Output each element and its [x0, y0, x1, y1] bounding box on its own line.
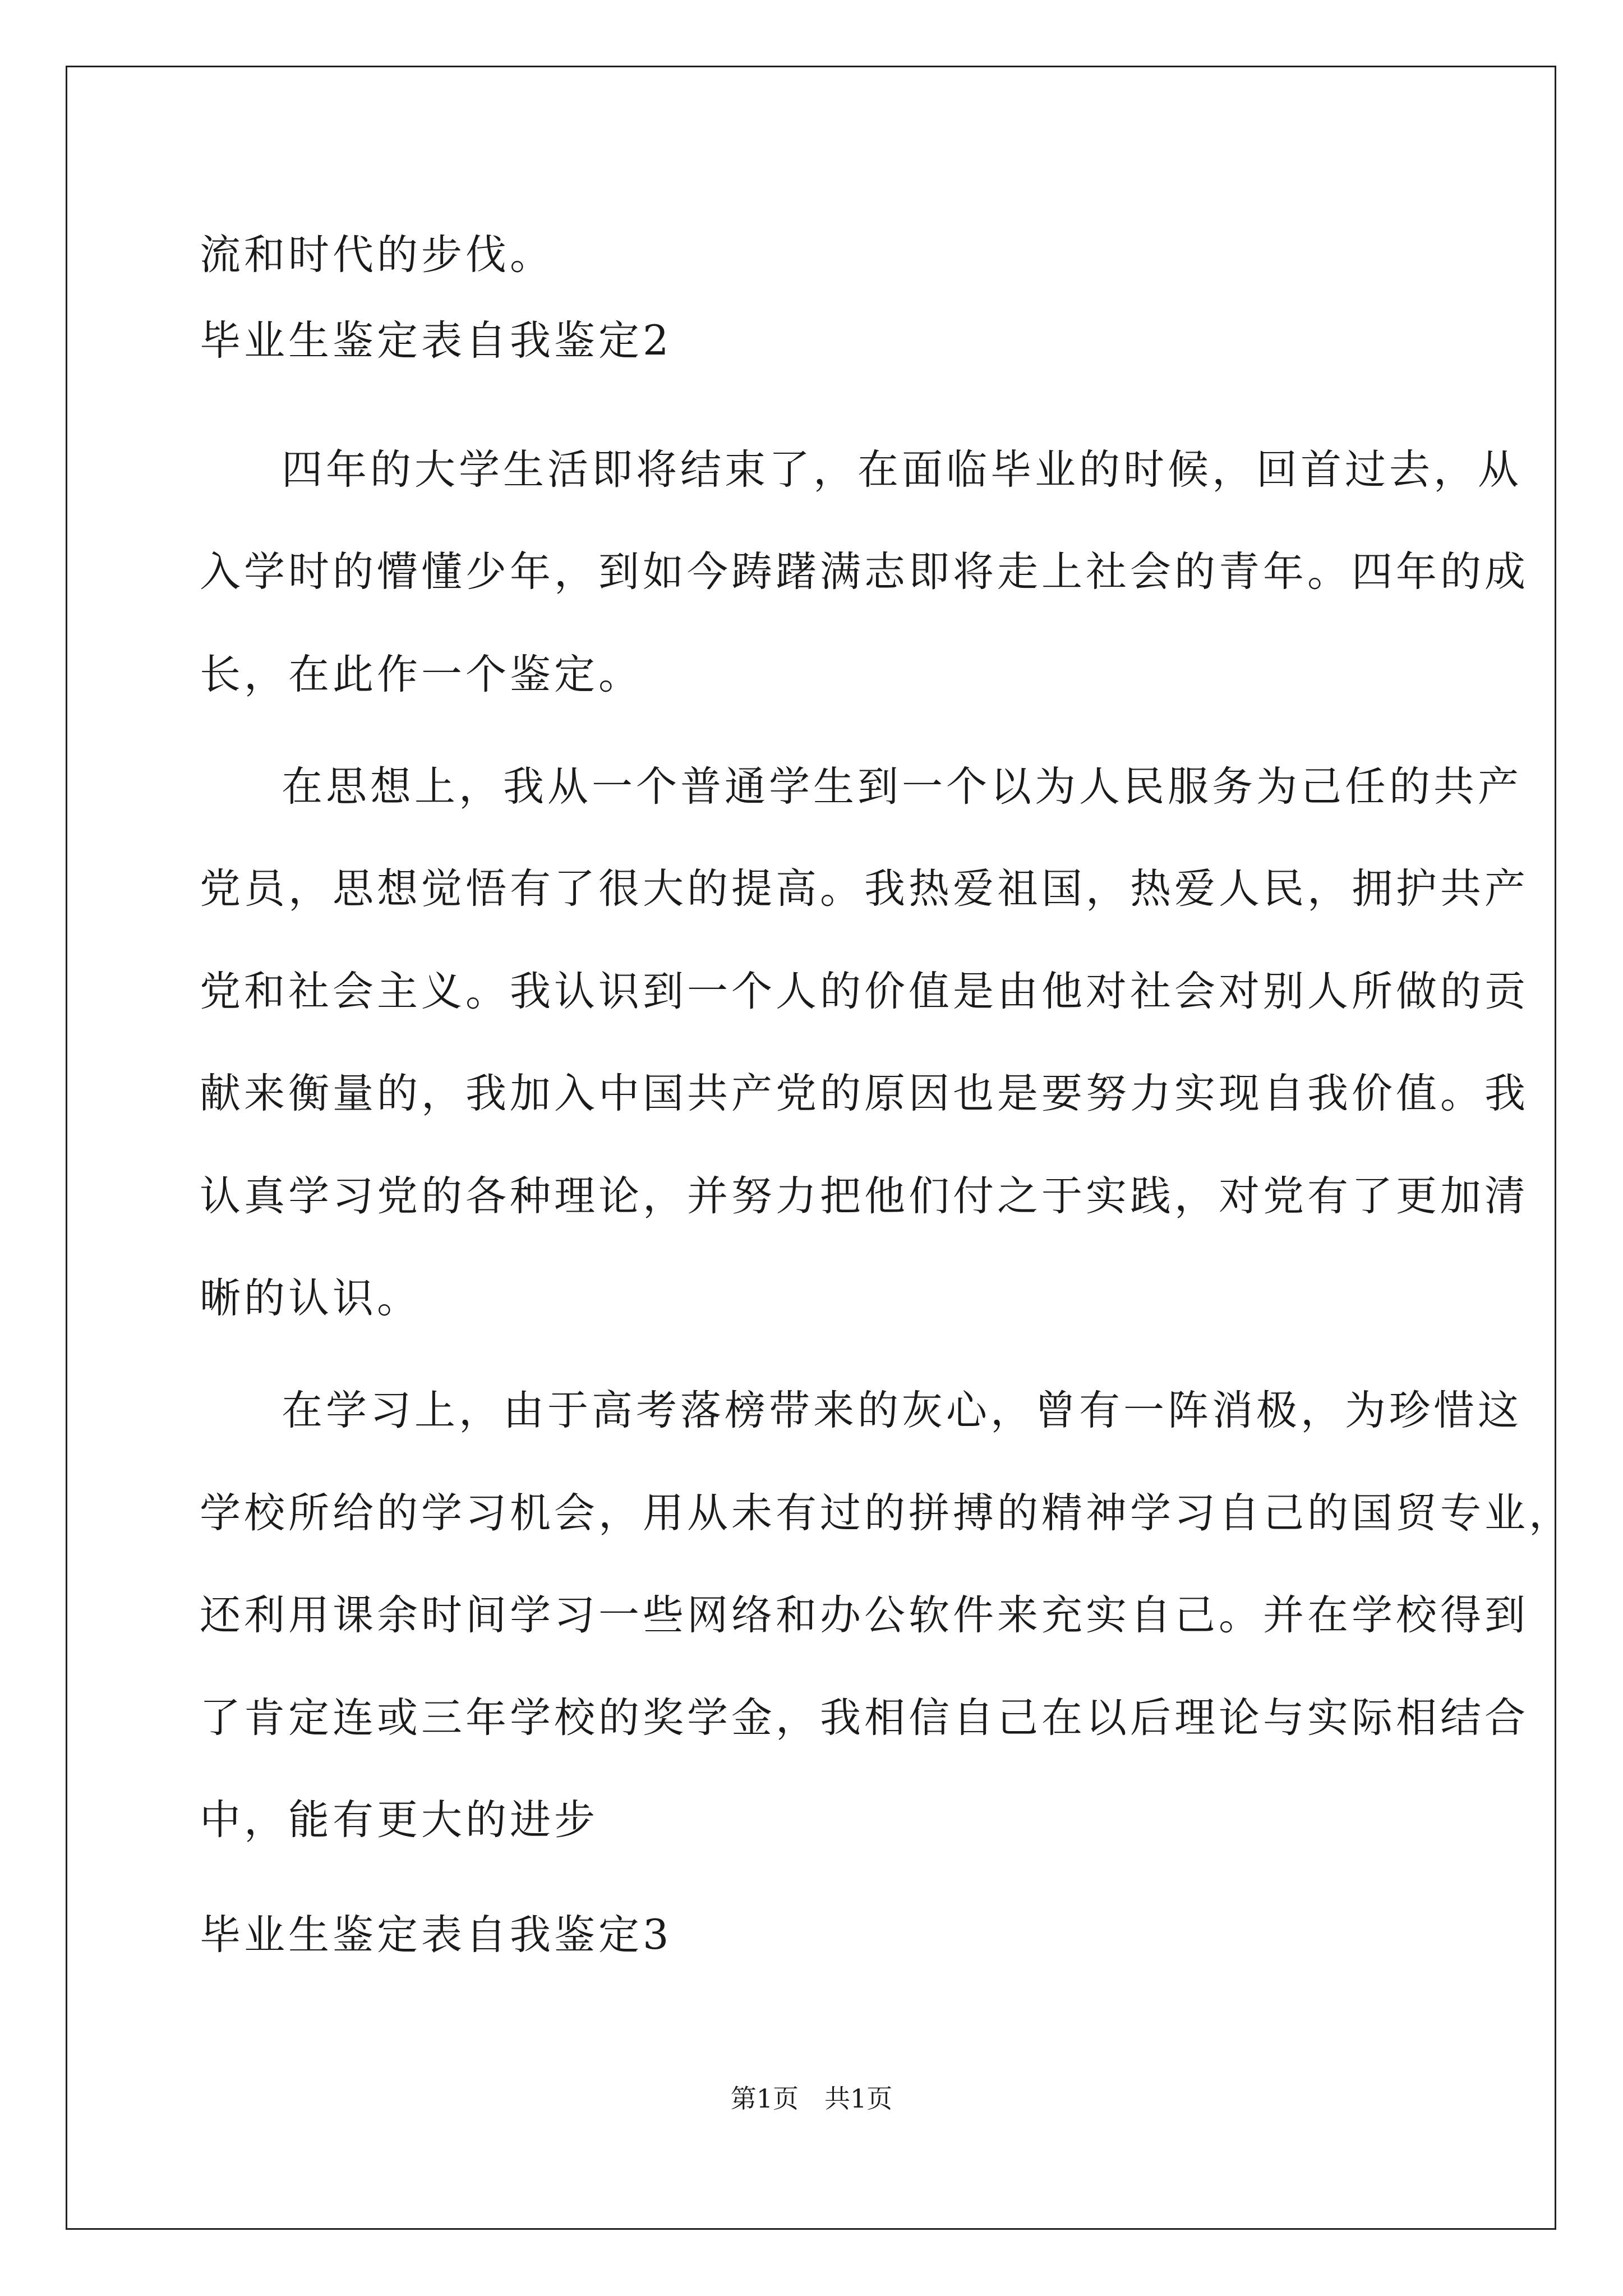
section-heading: 毕业生鉴定表自我鉴定3 — [200, 1911, 672, 1959]
page-frame — [66, 66, 1556, 2230]
text-line: 晰的认识。 — [200, 1274, 421, 1322]
section-heading: 毕业生鉴定表自我鉴定2 — [200, 317, 672, 365]
text-line: 中，能有更大的进步 — [200, 1796, 598, 1844]
text-line: 还利用课余时间学习一些网络和办公软件来充实自己。并在学校得到 — [200, 1591, 1529, 1639]
text-line: 认真学习党的各种理论，并努力把他们付之于实践，对党有了更加清 — [200, 1172, 1529, 1220]
text-line: 党和社会主义。我认识到一个人的价值是由他对社会对别人所做的贡 — [200, 968, 1529, 1015]
paragraph-line: 在学习上，由于高考落榜带来的灰心，曾有一阵消极，为珍惜这 — [282, 1387, 1522, 1434]
text-line: 长，在此作一个鉴定。 — [200, 651, 643, 698]
text-line: 入学时的懵懂少年，到如今踌躇满志即将走上社会的青年。四年的成 — [200, 548, 1529, 596]
paragraph-line: 四年的大学生活即将结束了，在面临毕业的时候，回首过去，从 — [282, 446, 1522, 494]
text-line: 学校所给的学习机会，用从未有过的拼搏的精神学习自己的国贸专业， — [200, 1489, 1573, 1537]
text-line: 流和时代的步伐。 — [200, 231, 554, 279]
text-line: 了肯定连或三年学校的奖学金，我相信自己在以后理论与实际相结合 — [200, 1694, 1529, 1742]
text-line: 献来衡量的，我加入中国共产党的原因也是要努力实现自我价值。我 — [200, 1070, 1529, 1117]
text-line: 党员，思想觉悟有了很大的提高。我热爱祖国，热爱人民，拥护共产 — [200, 865, 1529, 913]
page-footer: 第1页 共1页 — [730, 2083, 893, 2114]
paragraph-line: 在思想上，我从一个普通学生到一个以为人民服务为己任的共产 — [282, 763, 1522, 811]
